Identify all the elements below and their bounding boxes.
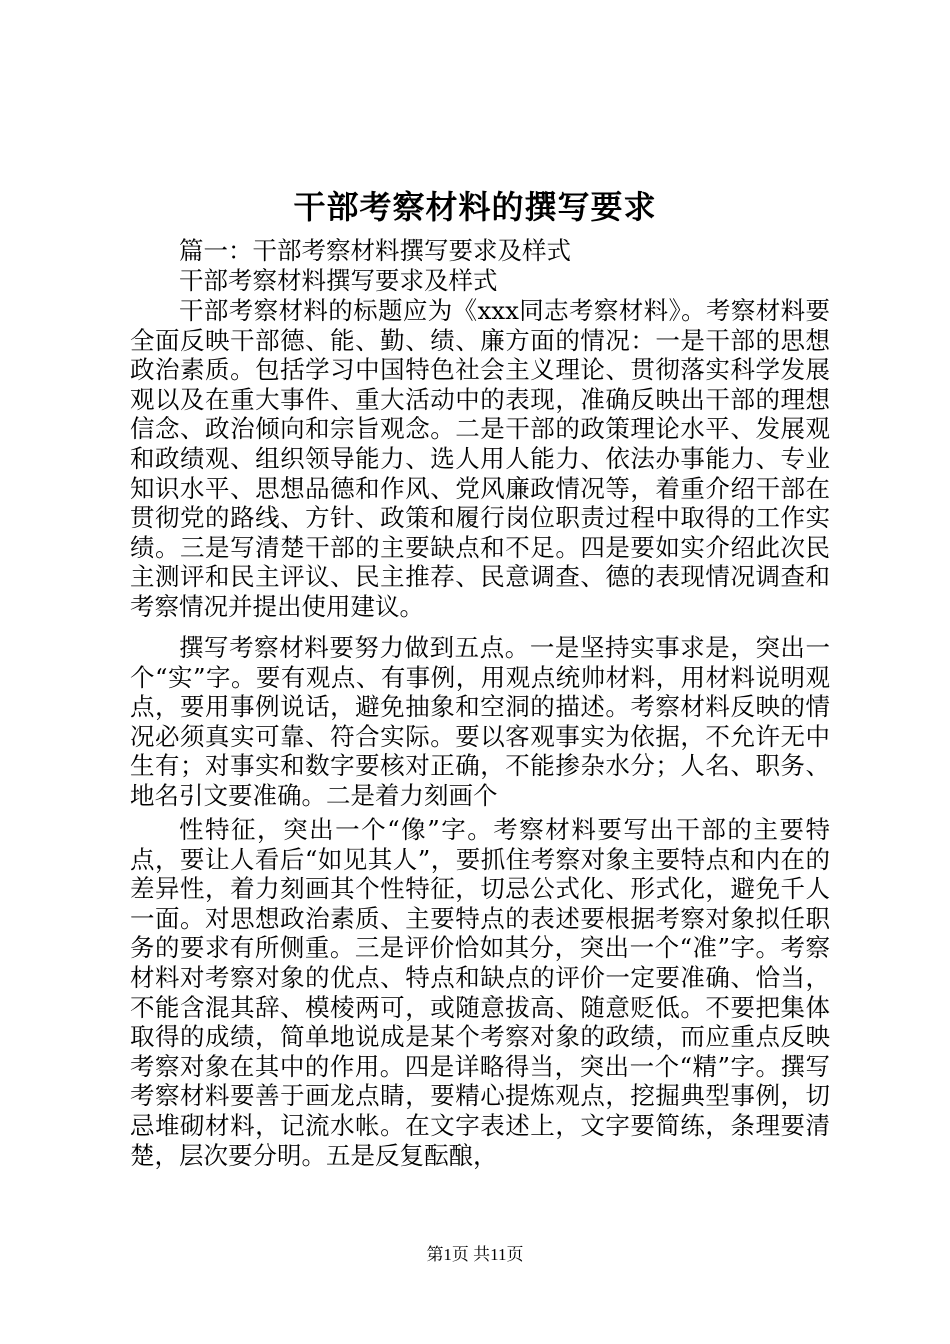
- paragraph-3: 性特征，突出一个“像”字。考察材料要写出干部的主要特点，要让人看后“如见其人”，要抓住考察对象主要特点和内在的差异性，着力刻画其个性特征，切忌公式化、形式化，避免千人一面。对思想政治素质、主要特点的表述要根据考察对象拟任职务的要求有所侧重。三是评价恰如其分，突出一个“准”字。考察材料对考察对象的优点、特点和缺点的评价一定要准确、恰当，不能含混其辞、模棱两可，或随意拔高、随意贬低。不要把集体取得的成绩，简单地说成是某个考察对象的政绩，而应重点反映考察对象在其中的作用。四是详略得当，突出一个“精”字。撰写考察材料要善于画龙点睛，要精心提炼观点，挖掘典型事例，切忌堆砌材料，记流水帐。在文字表述上，文字要简练，条理要清楚，层次要分明。五是反复酝酿，: [130, 815, 830, 1170]
- paragraph-2: 撰写考察材料要努力做到五点。一是坚持实事求是，突出一个“实”字。要有观点、有事例，用观点统帅材料，用材料说明观点，要用事例说话，避免抽象和空洞的描述。考察材料反映的情况必须真实可靠、符合实际。要以客观事实为依据，不允许无中生有；对事实和数字要核对正确，不能掺杂水分；人名、职务、地名引文要准确。二是着力刻画个: [130, 633, 830, 810]
- subtitle-section: 干部考察材料撰写要求及样式: [179, 266, 498, 295]
- subtitle-chapter: 篇一：干部考察材料撰写要求及样式: [179, 236, 571, 265]
- paragraph-1: 干部考察材料的标题应为《xxx同志考察材料》。考察材料要全面反映干部德、能、勤、绩、廉方面的情况：一是干部的思想政治素质。包括学习中国特色社会主义理论、贯彻落实科学发展观以及在重大事件、重大活动中的表现，准确反映出干部的理想信念、政治倾向和宗旨观念。二是干部的政策理论水平、发展观和政绩观、组织领导能力、选人用人能力、依法办事能力、专业知识水平、思想品德和作风、党风廉政情况等，着重介绍干部在贯彻党的路线、方针、政策和履行岗位职责过程中取得的工作实绩。三是写清楚干部的主要缺点和不足。四是要如实介绍此次民主测评和民主评议、民主推荐、民意调查、德的表现情况调查和考察情况并提出使用建议。: [130, 296, 830, 621]
- document-title: 干部考察材料的撰写要求: [293, 188, 657, 226]
- page-footer: 第1页 共11页: [426, 1245, 524, 1264]
